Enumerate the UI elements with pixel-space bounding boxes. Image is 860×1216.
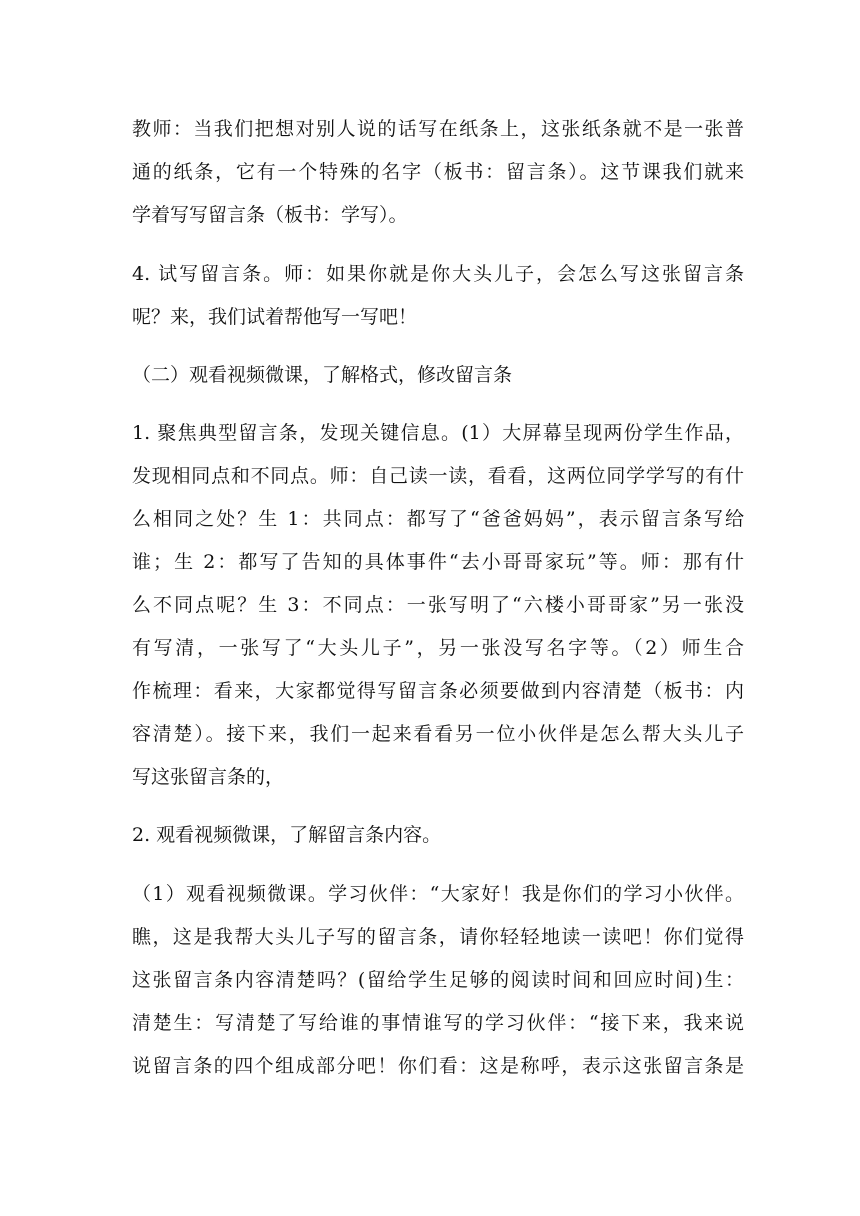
section-heading: （二）观看视频微课，了解格式，修改留言条 [132, 364, 513, 386]
text-line: 容清楚）。接下来，我们一起来看看另一位小伙伴是怎么帮大头儿子 [132, 723, 744, 745]
text-line: 发现相同点和不同点。师：自己读一读，看看，这两位同学学写的有什 [132, 465, 744, 487]
document-body [132, 0, 744, 1216]
text-line: 4. 试写留言条。师：如果你就是你大头儿子，会怎么写这张留言条 [132, 263, 744, 285]
text-line: 说留言条的四个组成部分吧！你们看：这是称呼，表示这张留言条是 [132, 1055, 744, 1077]
text-line: 清楚生：写清楚了写给谁的事情谁写的学习伙伴：“接下来，我来说 [132, 1012, 744, 1034]
text-line: （1）观看视频微课。学习伙伴：“大家好！我是你们的学习小伙伴。 [132, 883, 744, 905]
text-line: 么相同之处？生 1：共同点：都写了“爸爸妈妈”，表示留言条写给 [132, 508, 744, 530]
text-line: 呢？来，我们试着帮他写一写吧！ [132, 306, 418, 328]
text-line: 谁；生 2：都写了告知的具体事件“去小哥哥家玩”等。师：那有什 [132, 551, 744, 573]
text-line: 瞧，这是我帮大头儿子写的留言条，请你轻轻地读一读吧！你们觉得 [132, 926, 744, 948]
text-line: 作梳理：看来，大家都觉得写留言条必须要做到内容清楚（板书：内 [132, 680, 744, 702]
text-line: 么不同点呢？生 3：不同点：一张写明了“六楼小哥哥家”另一张没 [132, 594, 744, 616]
text-line: 1. 聚焦典型留言条，发现关键信息。(1）大屏幕呈现两份学生作品， [132, 422, 744, 444]
text-line: 这张留言条内容清楚吗？(留给学生足够的阅读时间和回应时间)生： [132, 969, 744, 991]
text-line: 通的纸条，它有一个特殊的名字（板书：留言条）。这节课我们就来 [132, 161, 744, 183]
text-line: 教师：当我们把想对别人说的话写在纸条上，这张纸条就不是一张普 [132, 118, 744, 140]
text-line: 写这张留言条的， [132, 766, 285, 788]
text-line: 学着写写留言条（板书：学写）。 [132, 204, 408, 226]
text-line: 2. 观看视频微课，了解留言条内容。 [132, 824, 442, 846]
text-line: 有写清，一张写了“大头儿子”，另一张没写名字等。（2）师生合 [132, 637, 744, 659]
